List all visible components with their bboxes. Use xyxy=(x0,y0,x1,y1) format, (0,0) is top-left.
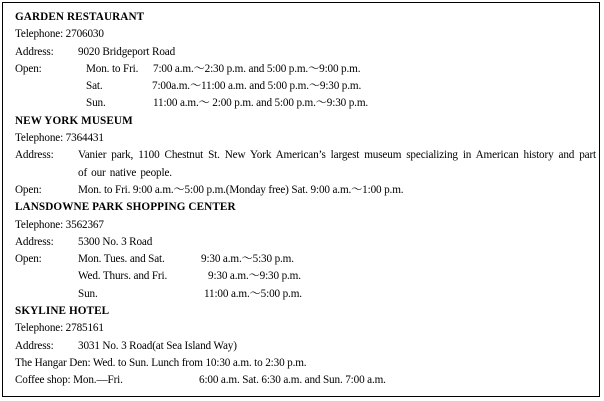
lansdowne-hours-row-3 xyxy=(15,286,597,303)
open-label: Open: xyxy=(15,62,42,75)
lansdowne-hours-day: Mon. Tues. and Sat. xyxy=(78,253,165,266)
coffee-shop-hours: 6:00 a.m. Sat. 6:30 a.m. and Sun. 7:00 a.m. xyxy=(199,374,386,387)
section-title-lansdowne-park: LANSDOWNE PARK SHOPPING CENTER xyxy=(15,201,236,214)
lansdowne-telephone: Telephone: 3562367 xyxy=(15,218,104,231)
garden-hours-day: Mon. to Fri. xyxy=(86,62,139,75)
section-title-new-york-museum: NEW YORK MUSEUM xyxy=(15,114,133,127)
skyline-telephone: Telephone: 2785161 xyxy=(15,322,104,335)
museum-open-row xyxy=(15,182,597,199)
garden-address: 9020 Bridgeport Road xyxy=(78,45,176,58)
document-content xyxy=(15,9,597,390)
lansdowne-hours-time: 9:30 a.m.～9:30 p.m. xyxy=(208,270,301,283)
coffee-shop-label: Coffee shop: Mon.—Fri. xyxy=(15,374,123,387)
lansdowne-hours-day: Wed. Thurs. and Fri. xyxy=(78,270,168,283)
garden-telephone: Telephone: 2706030 xyxy=(15,28,104,41)
skyline-address: 3031 No. 3 Road(at Sea Island Way) xyxy=(78,339,237,352)
skyline-address-row xyxy=(15,338,597,355)
museum-address-row xyxy=(15,147,597,182)
address-label: Address: xyxy=(15,45,54,58)
address-label: Address: xyxy=(15,235,54,248)
address-label: Address: xyxy=(15,149,54,162)
open-label: Open: xyxy=(15,253,42,266)
museum-open-hours: Mon. to Fri. 9:00 a.m.～5:00 p.m.(Monday free) Sat. 9:00 a.m.～1:00 p.m. xyxy=(78,183,404,196)
section-title-skyline-hotel: SKYLINE HOTEL xyxy=(15,305,110,318)
skyline-hangar-den: The Hangar Den: Wed. to Sun. Lunch from 10:30 a.m. to 2:30 p.m. xyxy=(15,356,307,369)
lansdowne-hours-day: Sun. xyxy=(78,287,98,300)
garden-hours-time: 7:00a.m.～11:00 a.m. and 5:00 p.m.～9:30 p.m. xyxy=(152,80,362,93)
garden-hours-time: 7:00 a.m.～2:30 p.m. and 5:00 p.m.～9:00 p.m. xyxy=(153,62,361,75)
garden-hours-time: 11:00 a.m.～ 2:00 p.m. and 5:00 p.m.～9:30 p.m. xyxy=(153,97,369,110)
lansdowne-address-row xyxy=(15,234,597,251)
skyline-coffee-shop-row xyxy=(15,372,597,389)
garden-hours-row-2 xyxy=(15,78,597,95)
garden-address-row xyxy=(15,44,597,61)
museum-address: Vanier park, 1100 Chestnut St. New York American’s largest museum specializing in American history and part of our native people. xyxy=(78,149,596,179)
document-frame xyxy=(2,2,600,397)
lansdowne-address: 5300 No. 3 Road xyxy=(78,235,153,248)
section-title-garden-restaurant: GARDEN RESTAURANT xyxy=(15,11,145,23)
garden-hours-day: Sun. xyxy=(86,97,106,110)
garden-hours-row-3 xyxy=(15,95,597,112)
museum-telephone: Telephone: 7364431 xyxy=(15,132,104,145)
lansdowne-hours-row-2 xyxy=(15,268,597,285)
open-label: Open: xyxy=(15,183,42,196)
address-label: Address: xyxy=(15,339,54,352)
lansdowne-hours-time: 11:00 a.m.～5:00 p.m. xyxy=(204,287,302,300)
garden-hours-day: Sat. xyxy=(86,80,103,93)
lansdowne-hours-row-1 xyxy=(15,251,597,268)
lansdowne-hours-time: 9:30 a.m.～5:30 p.m. xyxy=(201,253,294,266)
garden-hours-row-1 xyxy=(15,61,597,78)
